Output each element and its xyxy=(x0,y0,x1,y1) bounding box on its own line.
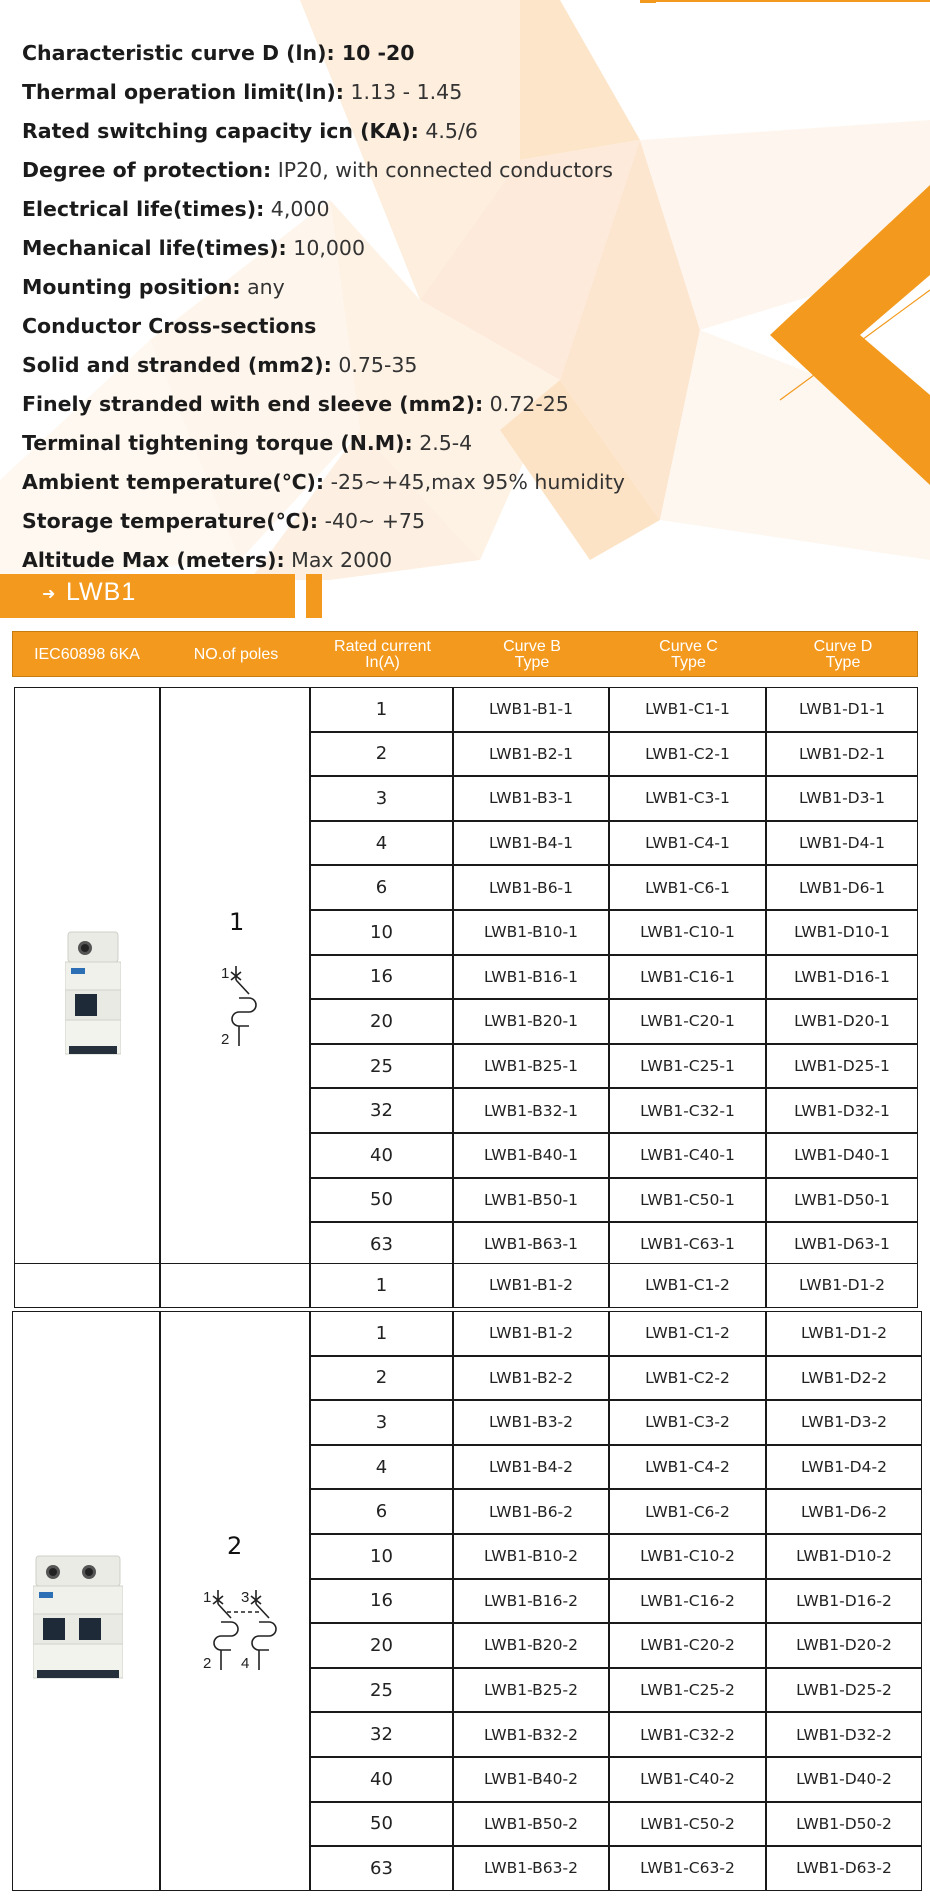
column-header: IEC60898 6KA xyxy=(34,646,140,663)
curve-c-model-cell: LWB1-C20-2 xyxy=(609,1623,766,1668)
rated-current-cell: 3 xyxy=(310,1400,453,1445)
rated-current-cell: 40 xyxy=(310,1133,453,1178)
spec-value: 2.5-4 xyxy=(412,431,473,455)
svg-text:1: 1 xyxy=(221,964,230,982)
curve-c-model-cell: LWB1-C16-1 xyxy=(609,955,766,1000)
spec-label: Conductor Cross-sections xyxy=(22,314,317,338)
spec-label: Rated switching capacity icn (KA): xyxy=(22,119,419,143)
curve-b-model-cell: LWB1-B20-1 xyxy=(453,999,609,1044)
svg-text:2: 2 xyxy=(203,1654,212,1672)
iec-image-cell xyxy=(12,1311,160,1891)
curve-d-model-cell: LWB1-D4-1 xyxy=(766,821,918,866)
curve-c-model-cell: LWB1-C10-2 xyxy=(609,1534,766,1579)
curve-c-model-cell: LWB1-C50-2 xyxy=(609,1802,766,1847)
specifications-list xyxy=(22,34,782,580)
rated-current-cell: 6 xyxy=(310,1489,453,1534)
iec-image-cell xyxy=(14,1263,160,1308)
curve-c-model-cell: LWB1-C63-1 xyxy=(609,1222,766,1267)
rated-current-cell: 16 xyxy=(310,955,453,1000)
curve-b-model-cell: LWB1-B10-2 xyxy=(453,1534,609,1579)
curve-b-model-cell: LWB1-B1-2 xyxy=(453,1311,609,1356)
spec-line xyxy=(22,229,782,268)
rated-current-cell: 50 xyxy=(310,1802,453,1847)
curve-c-model-cell: LWB1-C50-1 xyxy=(609,1178,766,1223)
curve-d-model-cell: LWB1-D25-2 xyxy=(766,1668,922,1713)
table-header xyxy=(12,631,918,677)
rated-current-cell: 25 xyxy=(310,1668,453,1713)
curve-c-model-cell: LWB1-C4-2 xyxy=(609,1445,766,1490)
spec-label: Characteristic curve D (ln): 10 -20 xyxy=(22,41,415,65)
section-heading-bar xyxy=(0,574,295,618)
curve-c-model-cell: LWB1-C2-1 xyxy=(609,732,766,777)
spec-line xyxy=(22,151,782,190)
rated-current-cell: 2 xyxy=(310,1356,453,1401)
curve-b-model-cell: LWB1-B20-2 xyxy=(453,1623,609,1668)
column-header: NO.of poles xyxy=(193,646,279,663)
curve-b-model-cell: LWB1-B2-2 xyxy=(453,1356,609,1401)
curve-d-model-cell: LWB1-D25-1 xyxy=(766,1044,918,1089)
curve-b-model-cell: LWB1-B50-1 xyxy=(453,1178,609,1223)
spec-value: 10,000 xyxy=(286,236,366,260)
svg-text:1: 1 xyxy=(203,1588,212,1606)
rated-current-cell: 2 xyxy=(310,732,453,777)
curve-c-model-cell: LWB1-C20-1 xyxy=(609,999,766,1044)
curve-b-model-cell: LWB1-B25-2 xyxy=(453,1668,609,1713)
column-header: Rated current In(A) xyxy=(334,638,431,671)
curve-d-model-cell: LWB1-D2-2 xyxy=(766,1356,922,1401)
arrow-right-icon: ➜ xyxy=(42,584,56,603)
curve-d-model-cell: LWB1-D1-2 xyxy=(766,1263,918,1308)
curve-b-model-cell: LWB1-B63-1 xyxy=(453,1222,609,1267)
curve-b-model-cell: LWB1-B63-2 xyxy=(453,1846,609,1891)
spec-value: any xyxy=(240,275,285,299)
curve-d-model-cell: LWB1-D50-1 xyxy=(766,1178,918,1223)
spec-label: Storage temperature(℃): xyxy=(22,509,319,533)
poles-cell xyxy=(160,687,310,1267)
curve-b-model-cell: LWB1-B4-2 xyxy=(453,1445,609,1490)
curve-d-model-cell: LWB1-D3-1 xyxy=(766,776,918,821)
spec-label: Terminal tightening torque (N.M): xyxy=(22,431,413,455)
spec-label: Ambient temperature(℃): xyxy=(22,470,325,494)
curve-b-model-cell: LWB1-B32-1 xyxy=(453,1088,609,1133)
section-bar-accent xyxy=(306,574,322,618)
curve-d-model-cell: LWB1-D6-1 xyxy=(766,865,918,910)
curve-c-model-cell: LWB1-C25-1 xyxy=(609,1044,766,1089)
spec-value: 0.72-25 xyxy=(483,392,569,416)
curve-b-model-cell: LWB1-B2-1 xyxy=(453,732,609,777)
spec-label: Electrical life(times): xyxy=(22,197,265,221)
curve-d-model-cell: LWB1-D20-2 xyxy=(766,1623,922,1668)
curve-c-model-cell: LWB1-C1-1 xyxy=(609,687,766,732)
curve-c-model-cell: LWB1-C40-1 xyxy=(609,1133,766,1178)
curve-c-model-cell: LWB1-C32-2 xyxy=(609,1712,766,1757)
spec-value: -25~+45,max 95% humidity xyxy=(324,470,625,494)
curve-d-model-cell: LWB1-D32-2 xyxy=(766,1712,922,1757)
rated-current-cell: 25 xyxy=(310,1044,453,1089)
curve-c-model-cell: LWB1-C1-2 xyxy=(609,1263,766,1308)
column-header: Curve B Type xyxy=(503,638,561,671)
svg-text:4: 4 xyxy=(241,1654,250,1672)
curve-d-model-cell: LWB1-D1-2 xyxy=(766,1311,922,1356)
curve-d-model-cell: LWB1-D16-1 xyxy=(766,955,918,1000)
column-header: Curve D Type xyxy=(813,638,873,671)
spec-value: IP20, with connected conductors xyxy=(271,158,613,182)
curve-c-model-cell: LWB1-C40-2 xyxy=(609,1757,766,1802)
rated-current-cell: 1 xyxy=(310,687,453,732)
spec-line xyxy=(22,424,782,463)
curve-d-model-cell: LWB1-D3-2 xyxy=(766,1400,922,1445)
rated-current-cell: 32 xyxy=(310,1712,453,1757)
spec-value: -40~ +75 xyxy=(318,509,426,533)
curve-c-model-cell: LWB1-C4-1 xyxy=(609,821,766,866)
rated-current-cell: 1 xyxy=(310,1263,453,1308)
rated-current-cell: 16 xyxy=(310,1579,453,1624)
spec-line xyxy=(22,307,782,346)
rated-current-cell: 1 xyxy=(310,1311,453,1356)
rated-current-cell: 3 xyxy=(310,776,453,821)
column-header: Curve C Type xyxy=(659,638,718,671)
poles-cell xyxy=(160,1263,310,1308)
pole-wiring-symbol-icon xyxy=(201,1586,291,1680)
curve-d-model-cell: LWB1-D63-1 xyxy=(766,1222,918,1267)
curve-b-model-cell: LWB1-B10-1 xyxy=(453,910,609,955)
curve-b-model-cell: LWB1-B3-2 xyxy=(453,1400,609,1445)
rated-current-cell: 32 xyxy=(310,1088,453,1133)
rated-current-cell: 4 xyxy=(310,1445,453,1490)
curve-d-model-cell: LWB1-D6-2 xyxy=(766,1489,922,1534)
curve-c-model-cell: LWB1-C63-2 xyxy=(609,1846,766,1891)
spec-line xyxy=(22,34,782,73)
poles-cell xyxy=(160,1311,310,1891)
section-title: LWB1 xyxy=(66,578,137,606)
curve-b-model-cell: LWB1-B1-2 xyxy=(453,1263,609,1308)
rated-current-cell: 20 xyxy=(310,1623,453,1668)
spec-value: 0.75-35 xyxy=(331,353,418,377)
curve-c-model-cell: LWB1-C3-2 xyxy=(609,1400,766,1445)
curve-b-model-cell: LWB1-B50-2 xyxy=(453,1802,609,1847)
curve-d-model-cell: LWB1-D4-2 xyxy=(766,1445,922,1490)
curve-d-model-cell: LWB1-D20-1 xyxy=(766,999,918,1044)
rated-current-cell: 6 xyxy=(310,865,453,910)
spec-label: Mounting position: xyxy=(22,275,241,299)
poles-number: 1 xyxy=(229,907,245,936)
iec-image-cell xyxy=(14,687,160,1267)
spec-line xyxy=(22,268,782,307)
rated-current-cell: 63 xyxy=(310,1222,453,1267)
rated-current-cell: 20 xyxy=(310,999,453,1044)
curve-d-model-cell: LWB1-D2-1 xyxy=(766,732,918,777)
curve-b-model-cell: LWB1-B6-2 xyxy=(453,1489,609,1534)
spec-label: Altitude Max (meters): xyxy=(22,548,285,572)
spec-line xyxy=(22,463,782,502)
curve-c-model-cell: LWB1-C10-1 xyxy=(609,910,766,955)
curve-d-model-cell: LWB1-D40-2 xyxy=(766,1757,922,1802)
spec-label: Solid and stranded (mm2): xyxy=(22,353,332,377)
curve-d-model-cell: LWB1-D50-2 xyxy=(766,1802,922,1847)
curve-b-model-cell: LWB1-B3-1 xyxy=(453,776,609,821)
spec-label: Degree of protection: xyxy=(22,158,272,182)
poles-number: 2 xyxy=(227,1531,243,1560)
spec-line xyxy=(22,73,782,112)
circuit-breaker-image xyxy=(33,1552,123,1686)
curve-b-model-cell: LWB1-B4-1 xyxy=(453,821,609,866)
rated-current-cell: 40 xyxy=(310,1757,453,1802)
spec-label: Mechanical life(times): xyxy=(22,236,287,260)
spec-value: Max 2000 xyxy=(284,548,393,572)
curve-c-model-cell: LWB1-C25-2 xyxy=(609,1668,766,1713)
curve-c-model-cell: LWB1-C6-1 xyxy=(609,865,766,910)
curve-d-model-cell: LWB1-D1-1 xyxy=(766,687,918,732)
curve-c-model-cell: LWB1-C1-2 xyxy=(609,1311,766,1356)
spec-value: 1.13 - 1.45 xyxy=(344,80,463,104)
svg-text:3: 3 xyxy=(241,1588,250,1606)
rated-current-cell: 10 xyxy=(310,910,453,955)
pole-wiring-symbol-icon xyxy=(219,962,279,1056)
spec-line xyxy=(22,346,782,385)
spec-value: 4.5/6 xyxy=(418,119,478,143)
rated-current-cell: 10 xyxy=(310,1534,453,1579)
curve-b-model-cell: LWB1-B6-1 xyxy=(453,865,609,910)
spec-label: Finely stranded with end sleeve (mm2): xyxy=(22,392,484,416)
circuit-breaker-image xyxy=(65,928,121,1062)
rated-current-cell: 4 xyxy=(310,821,453,866)
curve-d-model-cell: LWB1-D10-2 xyxy=(766,1534,922,1579)
curve-d-model-cell: LWB1-D32-1 xyxy=(766,1088,918,1133)
curve-d-model-cell: LWB1-D63-2 xyxy=(766,1846,922,1891)
spec-line xyxy=(22,385,782,424)
curve-b-model-cell: LWB1-B40-2 xyxy=(453,1757,609,1802)
spec-line xyxy=(22,112,782,151)
curve-d-model-cell: LWB1-D40-1 xyxy=(766,1133,918,1178)
curve-c-model-cell: LWB1-C32-1 xyxy=(609,1088,766,1133)
rated-current-cell: 50 xyxy=(310,1178,453,1223)
curve-b-model-cell: LWB1-B16-1 xyxy=(453,955,609,1000)
svg-text:2: 2 xyxy=(221,1030,230,1048)
curve-b-model-cell: LWB1-B1-1 xyxy=(453,687,609,732)
rated-current-cell: 63 xyxy=(310,1846,453,1891)
curve-c-model-cell: LWB1-C2-2 xyxy=(609,1356,766,1401)
curve-c-model-cell: LWB1-C3-1 xyxy=(609,776,766,821)
curve-c-model-cell: LWB1-C6-2 xyxy=(609,1489,766,1534)
curve-b-model-cell: LWB1-B25-1 xyxy=(453,1044,609,1089)
spec-line xyxy=(22,502,782,541)
curve-c-model-cell: LWB1-C16-2 xyxy=(609,1579,766,1624)
curve-d-model-cell: LWB1-D10-1 xyxy=(766,910,918,955)
curve-b-model-cell: LWB1-B16-2 xyxy=(453,1579,609,1624)
spec-line xyxy=(22,190,782,229)
curve-b-model-cell: LWB1-B40-1 xyxy=(453,1133,609,1178)
spec-value: 4,000 xyxy=(264,197,330,221)
curve-b-model-cell: LWB1-B32-2 xyxy=(453,1712,609,1757)
curve-d-model-cell: LWB1-D16-2 xyxy=(766,1579,922,1624)
spec-label: Thermal operation limit(ln): xyxy=(22,80,344,104)
